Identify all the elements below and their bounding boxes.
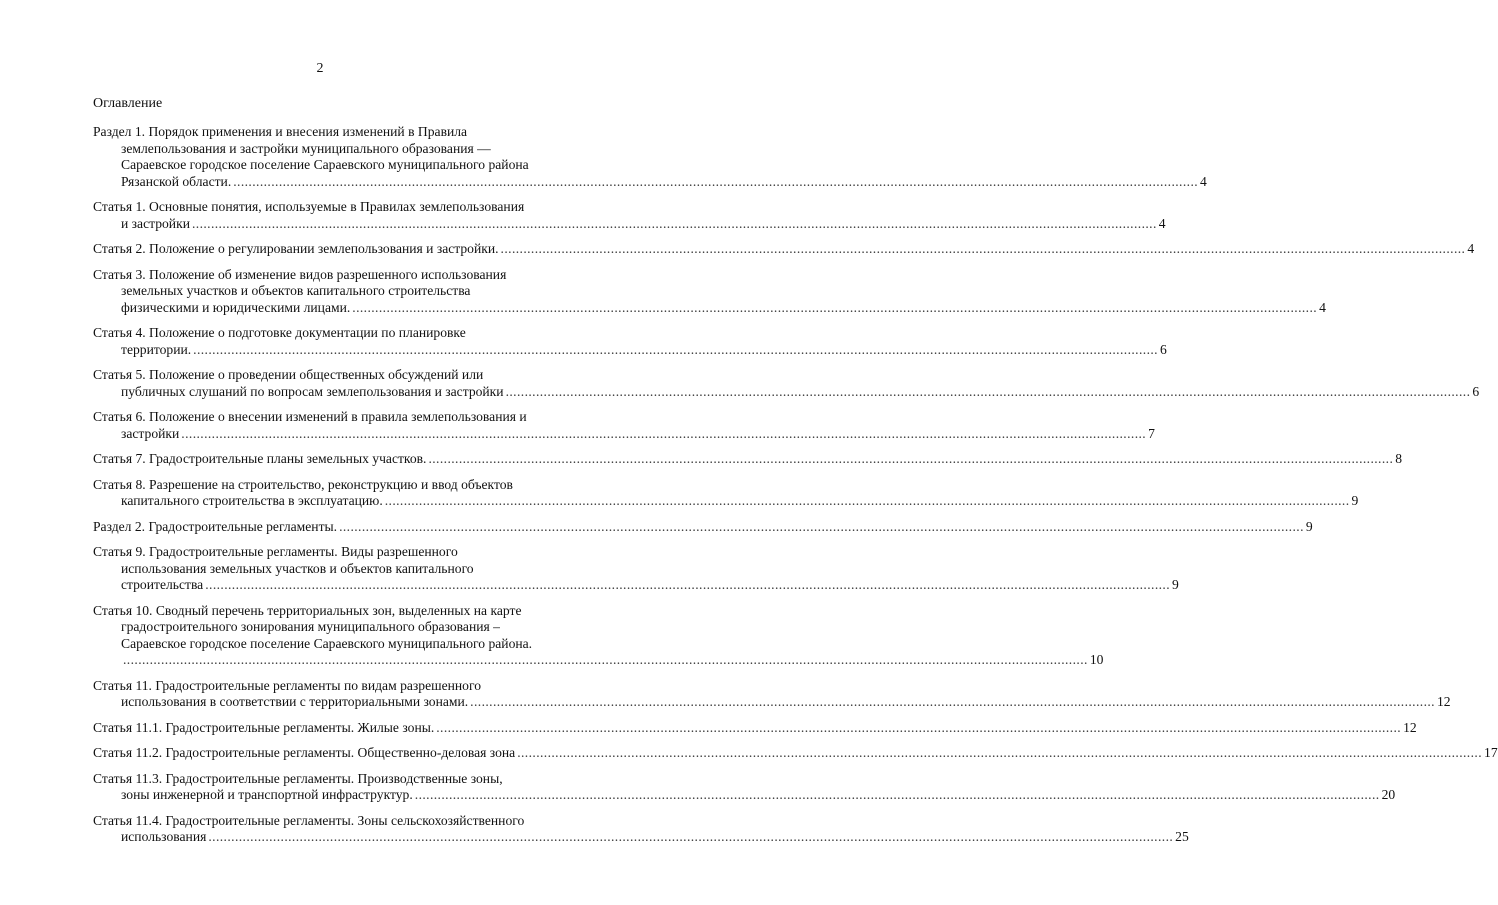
toc-leader-dots: .............................................................................................................................................................................................................................................................. bbox=[517, 745, 1483, 760]
toc-entry-line: Статья 4. Положение о подготовке документации по планировке bbox=[93, 325, 466, 340]
toc-entry-line: Статья 5. Положение о проведении общественных обсуждений или bbox=[93, 367, 484, 382]
toc-entry[interactable] bbox=[93, 770, 1396, 804]
toc-leader-dots: .............................................................................................................................................................................................................................................................. bbox=[352, 299, 1318, 315]
toc-entry-line: Статья 7. Градостроительные планы земельных участков. bbox=[93, 451, 427, 466]
toc-page-number: 12 bbox=[1403, 719, 1417, 735]
toc-entry-line: Раздел 1. Порядок применения и внесения изменений в Правила bbox=[93, 124, 468, 139]
toc-entry-line: Статья 10. Сводный перечень территориальных зон, выделенных на карте bbox=[93, 602, 522, 618]
toc-leader-dots: .............................................................................................................................................................................................................................................................. bbox=[500, 241, 1466, 256]
toc-entry[interactable] bbox=[93, 518, 1313, 536]
toc-page-number: 4 bbox=[1319, 299, 1326, 315]
toc-leader-dots: .............................................................................................................................................................................................................................................................. bbox=[428, 451, 1394, 466]
toc-entry[interactable] bbox=[93, 476, 1359, 510]
toc-leader-dots: .............................................................................................................................................................................................................................................................. bbox=[181, 425, 1147, 441]
toc-page-number: 9 bbox=[1305, 518, 1313, 534]
toc-entry[interactable] bbox=[93, 812, 1189, 846]
toc-page-number: 6 bbox=[1472, 383, 1480, 399]
toc-page-number: 9 bbox=[1351, 493, 1359, 508]
toc-leader-dots: .............................................................................................................................................................................................................................................................. bbox=[505, 383, 1471, 399]
toc-entry[interactable] bbox=[93, 451, 1403, 468]
toc-leader-dots: .............................................................................................................................................................................................................................................................. bbox=[233, 173, 1199, 189]
toc-entry[interactable] bbox=[93, 367, 1480, 400]
toc-leader-dots: .............................................................................................................................................................................................................................................................. bbox=[339, 518, 1304, 534]
toc-entry-line: Статья 6. Положение о внесении изменений в правила землепользования и bbox=[93, 409, 527, 424]
toc-entry-line: Статья 11.2. Градостроительные регламенты. Общественно-деловая зона bbox=[93, 745, 516, 760]
toc-entry[interactable] bbox=[93, 745, 1498, 762]
toc-page-number: 4 bbox=[1467, 241, 1475, 256]
toc-leader-dots: .............................................................................................................................................................................................................................................................. bbox=[384, 493, 1350, 508]
toc-page-number: 8 bbox=[1395, 451, 1403, 466]
toc-entry[interactable] bbox=[93, 325, 1167, 358]
toc-leader-dots: .............................................................................................................................................................................................................................................................. bbox=[193, 341, 1158, 357]
toc-page-number: 17 bbox=[1484, 745, 1498, 760]
toc-entry[interactable] bbox=[93, 199, 1166, 232]
toc-entry-line: Рязанской области. bbox=[121, 173, 232, 189]
toc-entry-line: Статья 11.3. Градостроительные регламенты. Производственные зоны, bbox=[93, 770, 503, 786]
toc-entry-line: Статья 8. Разрешение на строительство, реконструкцию и ввод объектов bbox=[93, 476, 513, 492]
toc-entry-line: Статья 3. Положение об изменение видов разрешенного использования bbox=[93, 266, 507, 282]
toc-entry[interactable] bbox=[93, 544, 1179, 594]
toc-entry[interactable] bbox=[93, 266, 1326, 317]
toc-entry-line: Статья 2. Положение о регулировании землепользования и застройки. bbox=[93, 241, 499, 256]
toc-entry-line: использования в соответствии с территориальными зонами. bbox=[121, 694, 469, 709]
toc-leader-dots: .............................................................................................................................................................................................................................................................. bbox=[436, 719, 1402, 735]
toc-page-number: 20 bbox=[1381, 787, 1396, 802]
toc-entry-line: Раздел 2. Градостроительные регламенты. bbox=[93, 518, 338, 534]
toc-entry[interactable] bbox=[93, 677, 1451, 711]
toc-entry-line: использования земельных участков и объектов капитального bbox=[121, 560, 474, 576]
toc-page-number: 4 bbox=[1158, 215, 1166, 231]
toc-entry[interactable] bbox=[93, 409, 1155, 442]
toc-entry-line: Статья 9. Градостроительные регламенты. Виды разрешенного bbox=[93, 544, 458, 559]
toc-entry-line: градостроительного зонирования муниципального образования – bbox=[121, 619, 500, 634]
toc-heading: Оглавление bbox=[93, 96, 163, 111]
toc-entry[interactable] bbox=[93, 719, 1417, 737]
toc-entry-line: Статья 1. Основные понятия, используемые в Правилах землепользования bbox=[93, 199, 525, 214]
toc-leader-dots: .............................................................................................................................................................................................................................................................. bbox=[191, 215, 1157, 231]
toc-entry[interactable] bbox=[93, 241, 1475, 258]
toc-entry-line: капитального строительства в эксплуатацию. bbox=[121, 493, 383, 508]
toc-leader-dots: .............................................................................................................................................................................................................................................................. bbox=[205, 577, 1171, 592]
toc-leader-dots: .............................................................................................................................................................................................................................................................. bbox=[123, 652, 1088, 667]
toc-entry-line: публичных слушаний по вопросам землепользования и застройки bbox=[121, 383, 504, 399]
toc-entry-line: территории. bbox=[121, 341, 192, 357]
toc-entry-line: Статья 11.1. Градостроительные регламенты. Жилые зоны. bbox=[93, 719, 435, 735]
toc-entry[interactable] bbox=[93, 124, 1207, 190]
toc-leader-dots: .............................................................................................................................................................................................................................................................. bbox=[470, 694, 1435, 709]
toc-page-number: 25 bbox=[1175, 829, 1189, 844]
toc-entry-line: застройки bbox=[121, 425, 180, 441]
toc-entry-line: и застройки bbox=[121, 215, 190, 231]
table-of-contents bbox=[93, 124, 1498, 846]
toc-entry-line: землепользования и застройки муниципального образования — bbox=[121, 140, 491, 156]
toc-entry[interactable] bbox=[93, 602, 1104, 669]
toc-leader-dots: .............................................................................................................................................................................................................................................................. bbox=[414, 787, 1380, 802]
toc-page-number: 4 bbox=[1200, 173, 1207, 189]
toc-page-number: 12 bbox=[1436, 694, 1451, 709]
toc-entry-line: Статья 11.4. Градостроительные регламенты. Зоны сельскохозяйственного bbox=[93, 812, 525, 828]
toc-page-number: 7 bbox=[1148, 425, 1155, 441]
toc-entry-line: Сараевское городское поселение Сараевского муниципального района. bbox=[121, 635, 533, 651]
toc-entry-line: использования bbox=[121, 829, 207, 844]
toc-page-number: 10 bbox=[1089, 652, 1104, 667]
toc-entry-line: Сараевское городское поселение Сараевского муниципального района bbox=[121, 157, 529, 172]
toc-entry-line: зоны инженерной и транспортной инфраструктур. bbox=[121, 787, 413, 802]
toc-page-number: 6 bbox=[1159, 341, 1167, 357]
toc-leader-dots: .............................................................................................................................................................................................................................................................. bbox=[208, 829, 1174, 844]
toc-entry-line: Статья 11. Градостроительные регламенты по видам разрешенного bbox=[93, 677, 481, 693]
toc-page-number: 9 bbox=[1172, 577, 1179, 592]
toc-entry-line: строительства bbox=[121, 577, 204, 592]
page-number: 2 bbox=[316, 61, 324, 76]
toc-entry-line: физическими и юридическими лицами. bbox=[121, 299, 351, 315]
toc-entry-line: земельных участков и объектов капитального строительства bbox=[121, 283, 471, 298]
